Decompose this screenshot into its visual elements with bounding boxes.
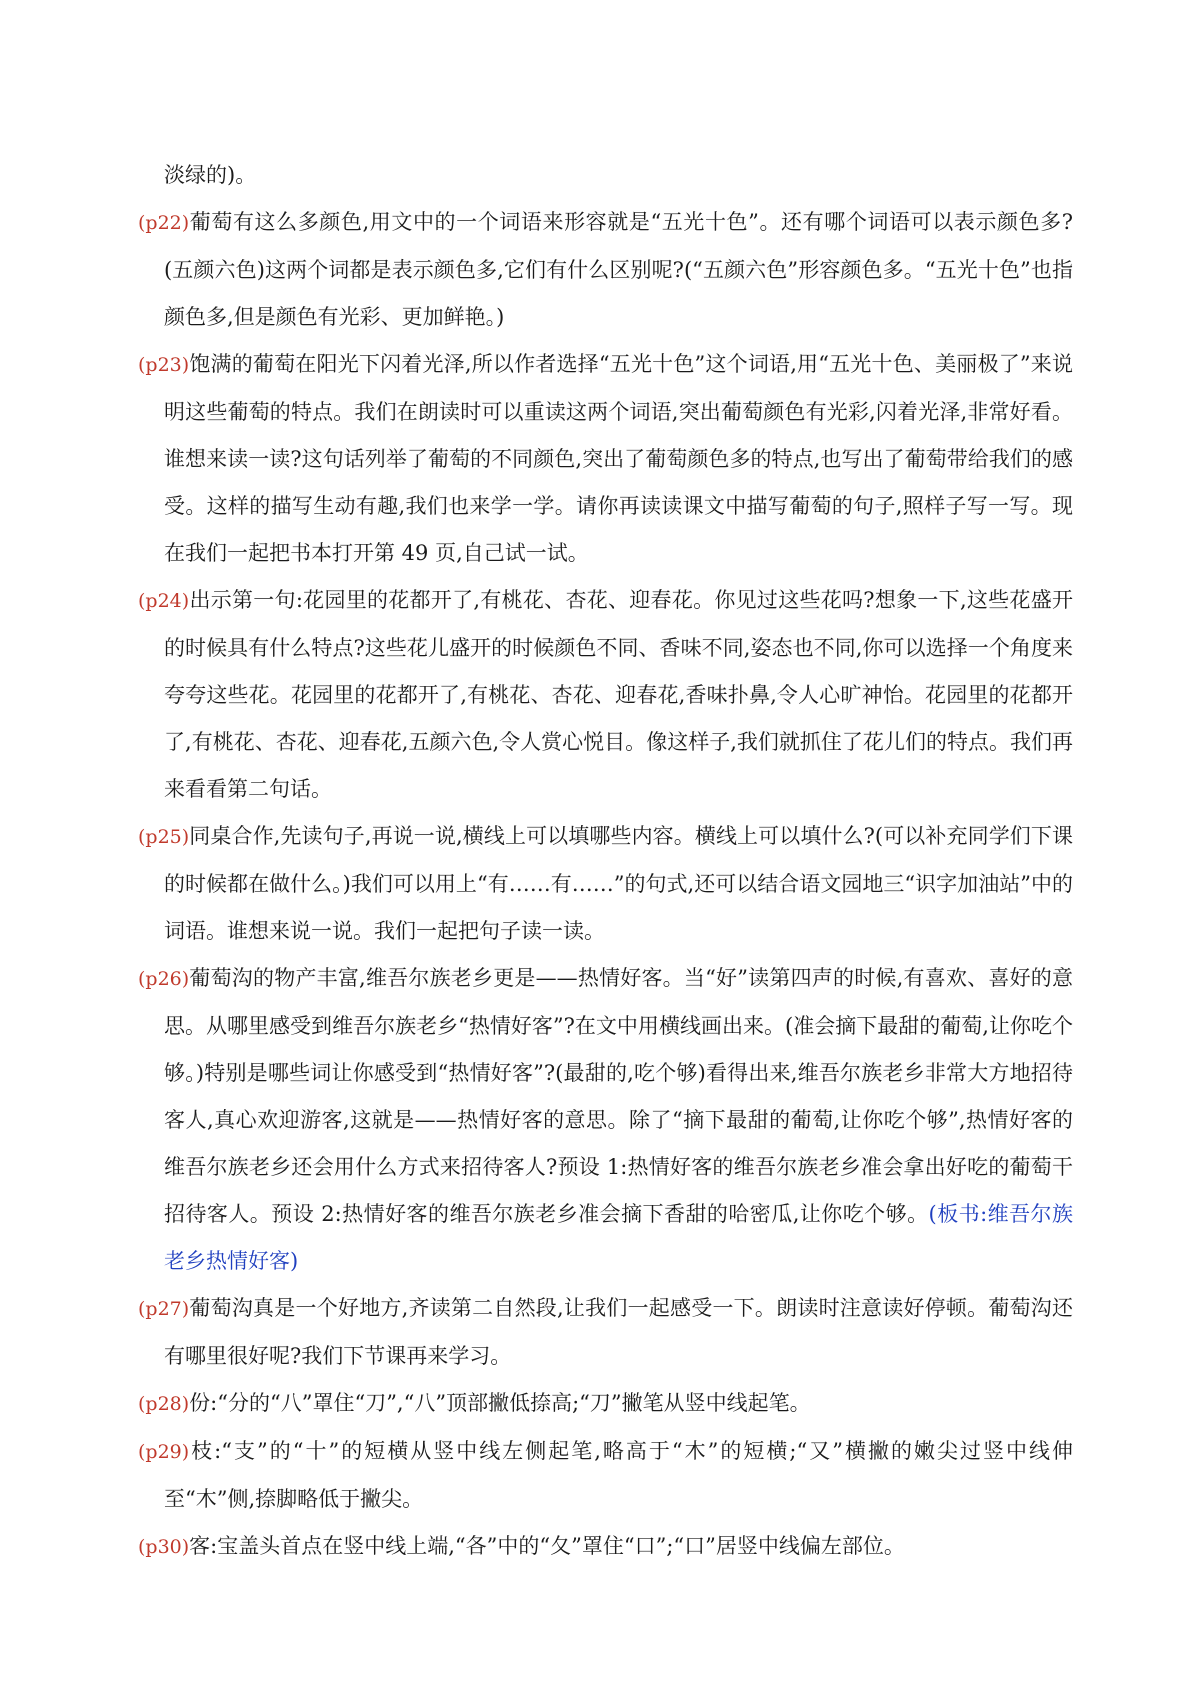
- paragraph-text: 出示第一句:花园里的花都开了,有桃花、杏花、迎春花。你见过这些花吗?想象一下,这些花盛开的时候具有什么特点?这些花儿盛开的时候颜色不同、香味不同,姿态也不同,你可以选择一个角度来夸夸这些花。花园里的花都开了,有桃花、杏花、迎春花,香味扑鼻,令人心旷神怡。花园里的花都开了,有桃花、杏花、迎春花,五颜六色,令人赏心悦目。像这样子,我们就抓住了花儿们的特点。我们再来看看第二句话。: [164, 588, 1073, 801]
- paragraph-p22: [138, 199, 1073, 341]
- paragraph-text: 份:“分的“八”罩住“刀”,“八”顶部撇低捺高;“刀”撇笔从竖中线起笔。: [189, 1391, 811, 1415]
- paragraph-text: 葡萄沟的物产丰富,维吾尔族老乡更是——热情好客。当“好”读第四声的时候,有喜欢、喜好的意思。从哪里感受到维吾尔族老乡“热情好客”?在文中用横线画出来。(准会摘下最甜的葡萄,让你吃个够。)特别是哪些词让你感受到“热情好客”?(最甜的,吃个够)看得出来,维吾尔族老乡非常大方地招待客人,真心欢迎游客,这就是——热情好客的意思。除了“摘下最甜的葡萄,让你吃个够”,热情好客的维吾尔族老乡还会用什么方式来招待客人?预设 1:热情好客的维吾尔族老乡准会拿出好吃的葡萄干招待客人。预设 2:热情好客的维吾尔族老乡准会摘下香甜的哈密瓜,让你吃个够。: [164, 966, 1073, 1226]
- paragraph-text: 枝:“支”的“十”的短横从竖中线左侧起笔,略高于“木”的短横;“又”横撇的嫩尖过竖中线伸至“木”侧,捺脚略低于撇尖。: [164, 1439, 1073, 1511]
- page-tag: (p26): [138, 968, 190, 990]
- page-tag: (p27): [138, 1298, 190, 1320]
- paragraph-p29: [138, 1428, 1073, 1523]
- blackboard-note: (板书:维吾尔族老乡热情好客): [164, 1202, 1073, 1273]
- paragraph-text: 葡萄沟真是一个好地方,齐读第二自然段,让我们一起感受一下。朗读时注意读好停顿。葡萄沟还有哪里很好呢?我们下节课再来学习。: [164, 1296, 1073, 1368]
- page-tag: (p25): [138, 826, 190, 848]
- lesson-text: [138, 152, 1073, 1571]
- paragraph-p24: [138, 577, 1073, 813]
- paragraph-p27: [138, 1285, 1073, 1380]
- paragraph-p25: [138, 813, 1073, 955]
- paragraph-text: 同桌合作,先读句子,再说一说,横线上可以填哪些内容。横线上可以填什么?(可以补充同学们下课的时候都在做什么。)我们可以用上“有……有……”的句式,还可以结合语文园地三“识字加油站”中的词语。谁想来说一说。我们一起把句子读一读。: [164, 824, 1073, 943]
- page-tag: (p23): [138, 354, 190, 376]
- page-tag: (p24): [138, 590, 190, 612]
- paragraph-text: 葡萄有这么多颜色,用文中的一个词语来形容就是“五光十色”。还有哪个词语可以表示颜色多?(五颜六色)这两个词都是表示颜色多,它们有什么区别呢?(“五颜六色”形容颜色多。“五光十色”也指颜色多,但是颜色有光彩、更加鲜艳。): [164, 210, 1073, 329]
- paragraph-text: 饱满的葡萄在阳光下闪着光泽,所以作者选择“五光十色”这个词语,用“五光十色、美丽极了”来说明这些葡萄的特点。我们在朗读时可以重读这两个词语,突出葡萄颜色有光彩,闪着光泽,非常好看。谁想来读一读?这句话列举了葡萄的不同颜色,突出了葡萄颜色多的特点,也写出了葡萄带给我们的感受。这样的描写生动有趣,我们也来学一学。请你再读读课文中描写葡萄的句子,照样子写一写。现在我们一起把书本打开第 49 页,自己试一试。: [164, 352, 1073, 565]
- paragraph-text: 淡绿的)。: [164, 163, 257, 187]
- paragraph-continuation: [138, 152, 1073, 199]
- paragraph-text: 客:宝盖头首点在竖中线上端,“各”中的“夂”罩住“口”;“口”居竖中线偏左部位。: [189, 1534, 905, 1558]
- page-tag: (p29): [138, 1441, 190, 1463]
- paragraph-p30: [138, 1523, 1073, 1571]
- paragraph-p23: [138, 341, 1073, 577]
- paragraph-p28: [138, 1380, 1073, 1428]
- page-tag: (p30): [138, 1536, 190, 1558]
- page-tag: (p22): [138, 212, 190, 234]
- page-tag: (p28): [138, 1393, 190, 1415]
- paragraph-p26: [138, 955, 1073, 1285]
